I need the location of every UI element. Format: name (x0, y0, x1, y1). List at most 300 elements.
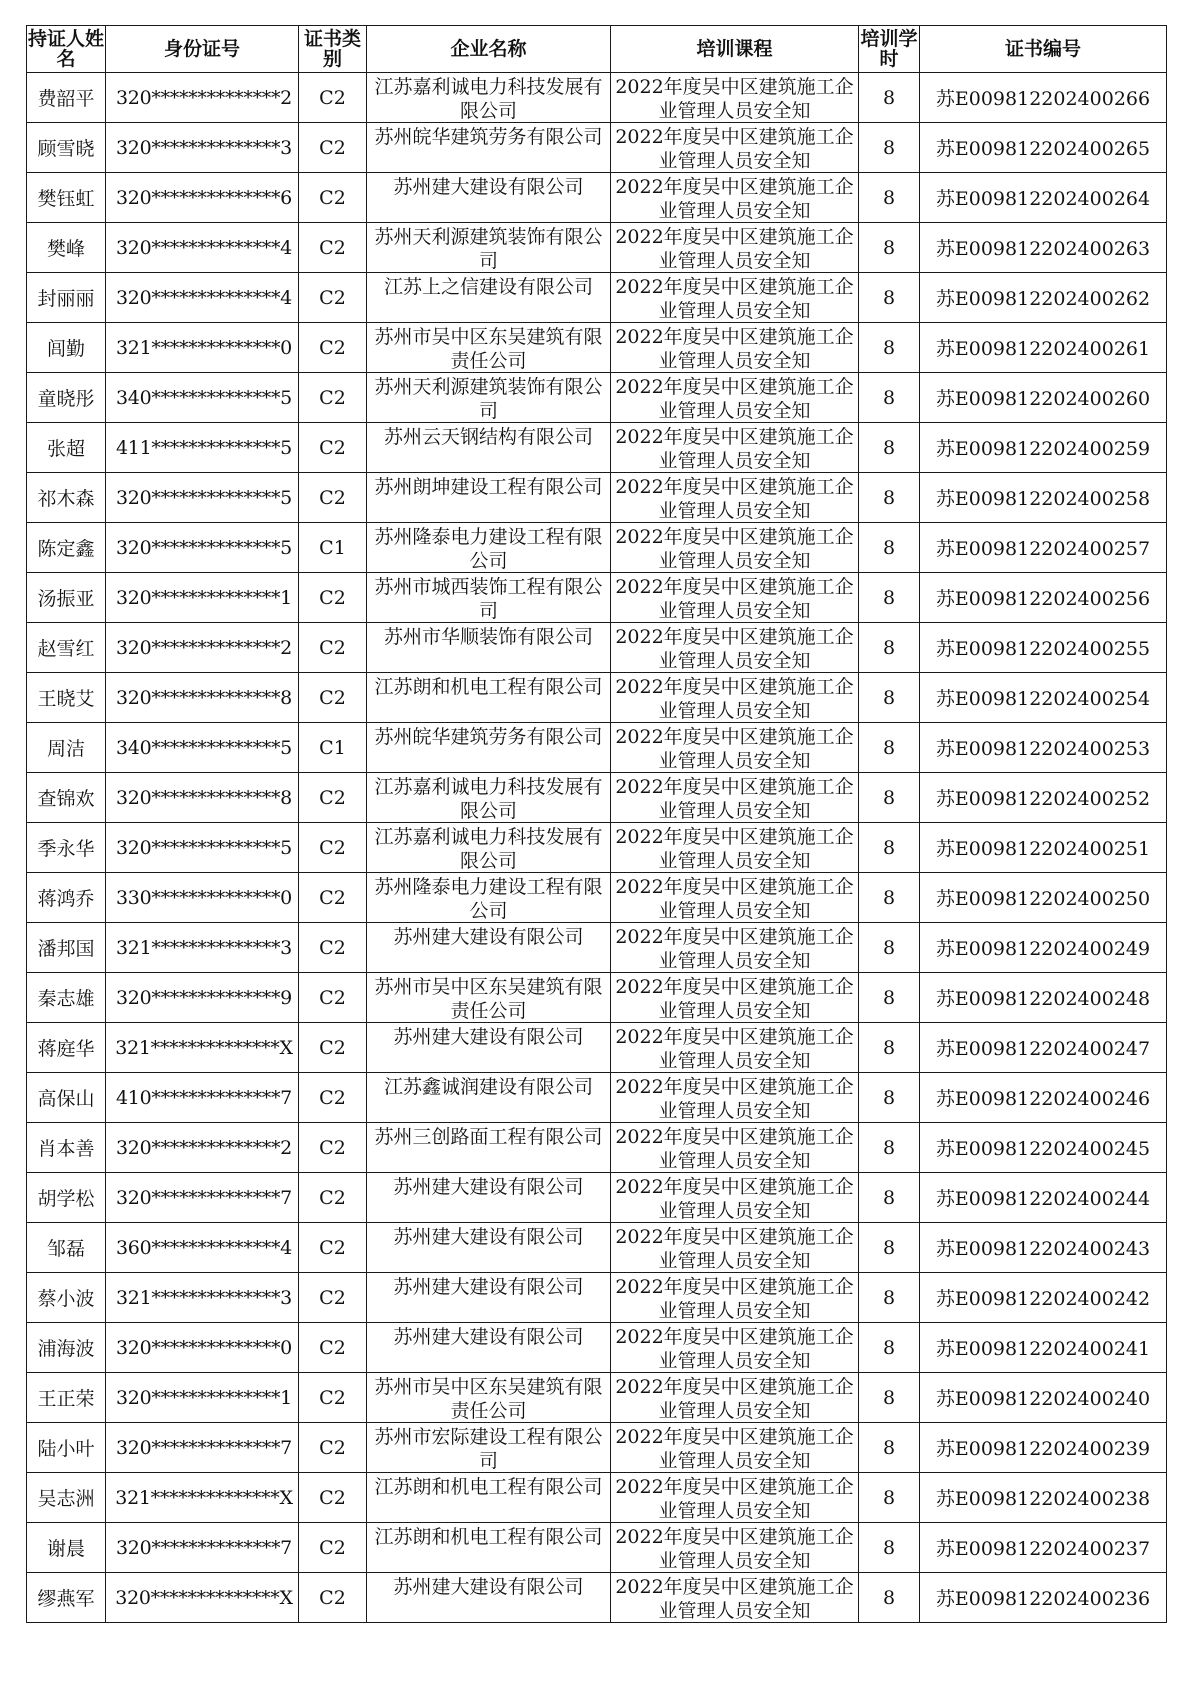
cell-hours: 8 (859, 473, 920, 523)
cell-type: C2 (299, 1323, 367, 1373)
cell-type: C2 (299, 1173, 367, 1223)
cell-id: 320**************5 (106, 523, 299, 573)
cell-type: C2 (299, 473, 367, 523)
cell-name: 蔡小波 (27, 1273, 106, 1323)
cell-company (367, 273, 611, 323)
cell-course-text: 2022年度吴中区建筑施工企业管理人员安全知 (615, 125, 854, 171)
cell-hours: 8 (859, 123, 920, 173)
header-name: 持证人姓名 (27, 26, 106, 73)
cell-hours: 8 (859, 373, 920, 423)
cell-id: 360**************4 (106, 1223, 299, 1273)
table-row (27, 723, 1167, 773)
table-row (27, 1023, 1167, 1073)
cell-course-text: 2022年度吴中区建筑施工企业管理人员安全知 (615, 425, 854, 471)
cell-company (367, 1373, 611, 1423)
cell-type: C2 (299, 1223, 367, 1273)
cell-company (367, 1123, 611, 1173)
cell-name: 樊钰虹 (27, 173, 106, 223)
table-row (27, 1223, 1167, 1273)
cell-cert: 苏E009812202400250 (920, 873, 1167, 923)
cell-course-text: 2022年度吴中区建筑施工企业管理人员安全知 (615, 925, 854, 971)
cell-id: 320**************1 (106, 573, 299, 623)
cell-company-text: 苏州市吴中区东吴建筑有限责任公司 (374, 1375, 603, 1421)
cell-company (367, 723, 611, 773)
table-row (27, 423, 1167, 473)
cell-id: 320**************X (106, 1573, 299, 1623)
cell-course (611, 623, 859, 673)
cell-id: 320**************3 (106, 123, 299, 173)
cell-course-text: 2022年度吴中区建筑施工企业管理人员安全知 (615, 75, 854, 121)
cell-name: 王晓艾 (27, 673, 106, 723)
cell-hours: 8 (859, 1173, 920, 1223)
cell-name: 秦志雄 (27, 973, 106, 1023)
cell-name: 邹磊 (27, 1223, 106, 1273)
cell-course (611, 373, 859, 423)
cell-id: 320**************4 (106, 273, 299, 323)
cell-course (611, 1173, 859, 1223)
cell-course (611, 1073, 859, 1123)
cell-name: 顾雪晓 (27, 123, 106, 173)
cell-company (367, 473, 611, 523)
cell-company-text: 江苏嘉利诚电力科技发展有限公司 (374, 75, 603, 121)
cell-type: C2 (299, 823, 367, 873)
cell-type: C2 (299, 123, 367, 173)
cell-id: 340**************5 (106, 723, 299, 773)
cell-hours: 8 (859, 1373, 920, 1423)
cell-course-text: 2022年度吴中区建筑施工企业管理人员安全知 (615, 175, 854, 221)
cell-company (367, 673, 611, 723)
cell-company-text: 苏州天利源建筑装饰有限公司 (374, 375, 603, 421)
table-row (27, 973, 1167, 1023)
cell-company-text: 江苏朗和机电工程有限公司 (374, 675, 603, 698)
cell-cert: 苏E009812202400239 (920, 1423, 1167, 1473)
cell-id: 320**************2 (106, 1123, 299, 1173)
cell-cert: 苏E009812202400259 (920, 423, 1167, 473)
cell-type: C2 (299, 673, 367, 723)
cell-name: 封丽丽 (27, 273, 106, 323)
cell-company (367, 323, 611, 373)
cell-course-text: 2022年度吴中区建筑施工企业管理人员安全知 (615, 775, 854, 821)
cell-hours: 8 (859, 1323, 920, 1373)
table-row (27, 773, 1167, 823)
cell-type: C2 (299, 1073, 367, 1123)
table-row (27, 273, 1167, 323)
cell-company (367, 573, 611, 623)
cell-name: 肖本善 (27, 1123, 106, 1173)
cell-company (367, 1223, 611, 1273)
table-row (27, 873, 1167, 923)
cell-company (367, 1523, 611, 1573)
cell-type: C2 (299, 1123, 367, 1173)
cell-course-text: 2022年度吴中区建筑施工企业管理人员安全知 (615, 475, 854, 521)
cell-type: C2 (299, 973, 367, 1023)
cell-id: 321**************3 (106, 923, 299, 973)
cell-hours: 8 (859, 823, 920, 873)
cell-company (367, 923, 611, 973)
cell-cert: 苏E009812202400261 (920, 323, 1167, 373)
cell-company-text: 苏州市吴中区东吴建筑有限责任公司 (374, 325, 603, 371)
cell-hours: 8 (859, 923, 920, 973)
cell-company (367, 223, 611, 273)
cell-name: 查锦欢 (27, 773, 106, 823)
cell-id: 320**************0 (106, 1323, 299, 1373)
cell-course-text: 2022年度吴中区建筑施工企业管理人员安全知 (615, 725, 854, 771)
cell-name: 陈定鑫 (27, 523, 106, 573)
cell-course (611, 573, 859, 623)
header-id: 身份证号 (106, 26, 299, 73)
cell-id: 321**************0 (106, 323, 299, 373)
cell-name: 蒋庭华 (27, 1023, 106, 1073)
table-row (27, 1373, 1167, 1423)
cell-cert: 苏E009812202400265 (920, 123, 1167, 173)
cell-company-text: 江苏嘉利诚电力科技发展有限公司 (374, 775, 603, 821)
table-header (27, 26, 1167, 73)
cell-cert: 苏E009812202400263 (920, 223, 1167, 273)
cell-course-text: 2022年度吴中区建筑施工企业管理人员安全知 (615, 975, 854, 1021)
cell-course-text: 2022年度吴中区建筑施工企业管理人员安全知 (615, 875, 854, 921)
cell-course (611, 523, 859, 573)
cell-company-text: 苏州建大建设有限公司 (393, 1025, 584, 1048)
cell-type: C2 (299, 923, 367, 973)
cell-company (367, 1073, 611, 1123)
cell-course-text: 2022年度吴中区建筑施工企业管理人员安全知 (615, 1325, 854, 1371)
cell-name: 吴志洲 (27, 1473, 106, 1523)
header-row (27, 26, 1167, 73)
cell-cert: 苏E009812202400255 (920, 623, 1167, 673)
cell-company (367, 1023, 611, 1073)
header-course: 培训课程 (611, 26, 859, 73)
cell-company (367, 773, 611, 823)
cell-id: 320**************7 (106, 1523, 299, 1573)
cell-hours: 8 (859, 623, 920, 673)
cell-course-text: 2022年度吴中区建筑施工企业管理人员安全知 (615, 225, 854, 271)
cell-hours: 8 (859, 673, 920, 723)
cell-hours: 8 (859, 1123, 920, 1173)
table-row (27, 1273, 1167, 1323)
cell-hours: 8 (859, 1523, 920, 1573)
table-row (27, 1073, 1167, 1123)
cell-company-text: 苏州建大建设有限公司 (393, 175, 584, 198)
cell-id: 320**************7 (106, 1423, 299, 1473)
table-row (27, 1173, 1167, 1223)
cell-hours: 8 (859, 1273, 920, 1323)
cell-name: 王正荣 (27, 1373, 106, 1423)
cell-cert: 苏E009812202400238 (920, 1473, 1167, 1523)
cell-course-text: 2022年度吴中区建筑施工企业管理人员安全知 (615, 625, 854, 671)
table-row (27, 1323, 1167, 1373)
cell-hours: 8 (859, 1423, 920, 1473)
cell-hours: 8 (859, 1073, 920, 1123)
cell-company-text: 苏州朗坤建设工程有限公司 (374, 475, 603, 498)
cell-hours: 8 (859, 873, 920, 923)
cell-name: 高保山 (27, 1073, 106, 1123)
cell-company-text: 苏州市吴中区东吴建筑有限责任公司 (374, 975, 603, 1021)
cell-hours: 8 (859, 223, 920, 273)
cell-course (611, 1323, 859, 1373)
cell-course (611, 273, 859, 323)
cell-course (611, 1523, 859, 1573)
cell-cert: 苏E009812202400249 (920, 923, 1167, 973)
cell-id: 320**************2 (106, 623, 299, 673)
cell-type: C2 (299, 623, 367, 673)
cell-course (611, 973, 859, 1023)
certificate-table (26, 25, 1167, 1623)
cell-type: C1 (299, 523, 367, 573)
cell-course (611, 1023, 859, 1073)
cell-course (611, 723, 859, 773)
cell-course (611, 123, 859, 173)
cell-company (367, 1173, 611, 1223)
cell-hours: 8 (859, 423, 920, 473)
cell-type: C2 (299, 1473, 367, 1523)
table-row (27, 1423, 1167, 1473)
cell-hours: 8 (859, 573, 920, 623)
cell-course (611, 673, 859, 723)
cell-id: 340**************5 (106, 373, 299, 423)
table-row (27, 673, 1167, 723)
table-row (27, 223, 1167, 273)
cell-company-text: 江苏朗和机电工程有限公司 (374, 1525, 603, 1548)
cell-name: 季永华 (27, 823, 106, 873)
cell-course (611, 1373, 859, 1423)
cell-hours: 8 (859, 73, 920, 123)
cell-course (611, 1423, 859, 1473)
cell-cert: 苏E009812202400237 (920, 1523, 1167, 1573)
cell-course-text: 2022年度吴中区建筑施工企业管理人员安全知 (615, 1525, 854, 1571)
cell-type: C2 (299, 1273, 367, 1323)
cell-id: 321**************3 (106, 1273, 299, 1323)
cell-course-text: 2022年度吴中区建筑施工企业管理人员安全知 (615, 575, 854, 621)
cell-course (611, 873, 859, 923)
cell-company (367, 1323, 611, 1373)
cell-company-text: 苏州三创路面工程有限公司 (374, 1125, 603, 1148)
cell-hours: 8 (859, 323, 920, 373)
cell-cert: 苏E009812202400251 (920, 823, 1167, 873)
cell-company-text: 苏州建大建设有限公司 (393, 1225, 584, 1248)
cell-name: 张超 (27, 423, 106, 473)
cell-cert: 苏E009812202400256 (920, 573, 1167, 623)
cell-company (367, 1473, 611, 1523)
cell-company-text: 苏州建大建设有限公司 (393, 925, 584, 948)
cell-company (367, 173, 611, 223)
cell-company-text: 苏州市华顺装饰有限公司 (383, 625, 593, 648)
cell-cert: 苏E009812202400248 (920, 973, 1167, 1023)
table-row (27, 573, 1167, 623)
cell-name: 闾勤 (27, 323, 106, 373)
table-row (27, 623, 1167, 673)
cell-company (367, 1273, 611, 1323)
cell-name: 谢晨 (27, 1523, 106, 1573)
cell-course (611, 1123, 859, 1173)
cell-company (367, 73, 611, 123)
cell-course (611, 473, 859, 523)
cell-hours: 8 (859, 973, 920, 1023)
cell-cert: 苏E009812202400258 (920, 473, 1167, 523)
cell-hours: 8 (859, 173, 920, 223)
cell-company-text: 苏州皖华建筑劳务有限公司 (374, 125, 603, 148)
cell-name: 樊峰 (27, 223, 106, 273)
cell-id: 321**************X (106, 1023, 299, 1073)
cell-hours: 8 (859, 1023, 920, 1073)
cell-company-text: 苏州建大建设有限公司 (393, 1325, 584, 1348)
cell-id: 320**************8 (106, 773, 299, 823)
cell-course (611, 1573, 859, 1623)
cell-type: C2 (299, 1573, 367, 1623)
table-row (27, 373, 1167, 423)
cell-id: 320**************9 (106, 973, 299, 1023)
table-body (27, 73, 1167, 1623)
cell-company (367, 823, 611, 873)
header-hours: 培训学时 (859, 26, 920, 73)
cell-course-text: 2022年度吴中区建筑施工企业管理人员安全知 (615, 1575, 854, 1621)
table-row (27, 473, 1167, 523)
cell-course-text: 2022年度吴中区建筑施工企业管理人员安全知 (615, 275, 854, 321)
cell-cert: 苏E009812202400262 (920, 273, 1167, 323)
table-row (27, 173, 1167, 223)
cell-cert: 苏E009812202400254 (920, 673, 1167, 723)
table-row (27, 323, 1167, 373)
cell-company (367, 373, 611, 423)
cell-company (367, 123, 611, 173)
cell-cert: 苏E009812202400242 (920, 1273, 1167, 1323)
table-row (27, 123, 1167, 173)
cell-name: 胡学松 (27, 1173, 106, 1223)
cell-cert: 苏E009812202400247 (920, 1023, 1167, 1073)
cell-course-text: 2022年度吴中区建筑施工企业管理人员安全知 (615, 1175, 854, 1221)
cell-id: 410**************7 (106, 1073, 299, 1123)
cell-id: 320**************5 (106, 823, 299, 873)
cell-company (367, 523, 611, 573)
header-type: 证书类别 (299, 26, 367, 73)
cell-course (611, 1273, 859, 1323)
cell-hours: 8 (859, 723, 920, 773)
cell-name: 童晓彤 (27, 373, 106, 423)
cell-course-text: 2022年度吴中区建筑施工企业管理人员安全知 (615, 375, 854, 421)
cell-cert: 苏E009812202400257 (920, 523, 1167, 573)
cell-id: 411**************5 (106, 423, 299, 473)
cell-hours: 8 (859, 773, 920, 823)
cell-id: 320**************5 (106, 473, 299, 523)
cell-hours: 8 (859, 273, 920, 323)
cell-id: 320**************1 (106, 1373, 299, 1423)
cell-company (367, 623, 611, 673)
header-company: 企业名称 (367, 26, 611, 73)
cell-type: C2 (299, 173, 367, 223)
cell-name: 潘邦国 (27, 923, 106, 973)
cell-name: 缪燕军 (27, 1573, 106, 1623)
cell-course (611, 773, 859, 823)
cell-course (611, 323, 859, 373)
cell-cert: 苏E009812202400260 (920, 373, 1167, 423)
cell-company-text: 江苏上之信建设有限公司 (383, 275, 593, 298)
cell-course-text: 2022年度吴中区建筑施工企业管理人员安全知 (615, 1275, 854, 1321)
cell-course-text: 2022年度吴中区建筑施工企业管理人员安全知 (615, 325, 854, 371)
cell-id: 330**************0 (106, 873, 299, 923)
cell-cert: 苏E009812202400243 (920, 1223, 1167, 1273)
table-row (27, 1473, 1167, 1523)
cell-course-text: 2022年度吴中区建筑施工企业管理人员安全知 (615, 1475, 854, 1521)
cell-course-text: 2022年度吴中区建筑施工企业管理人员安全知 (615, 1125, 854, 1171)
table-row (27, 923, 1167, 973)
cell-id: 320**************6 (106, 173, 299, 223)
cell-name: 蒋鸿乔 (27, 873, 106, 923)
cell-type: C2 (299, 223, 367, 273)
cell-id: 320**************7 (106, 1173, 299, 1223)
cell-company-text: 江苏朗和机电工程有限公司 (374, 1475, 603, 1498)
cell-type: C2 (299, 873, 367, 923)
cell-hours: 8 (859, 523, 920, 573)
cell-company (367, 973, 611, 1023)
cell-hours: 8 (859, 1473, 920, 1523)
cell-course (611, 1223, 859, 1273)
cell-name: 赵雪红 (27, 623, 106, 673)
table-row (27, 1523, 1167, 1573)
cell-type: C2 (299, 573, 367, 623)
cell-type: C1 (299, 723, 367, 773)
cell-name: 周洁 (27, 723, 106, 773)
table-row (27, 823, 1167, 873)
table-row (27, 523, 1167, 573)
cell-course-text: 2022年度吴中区建筑施工企业管理人员安全知 (615, 1025, 854, 1071)
cell-type: C2 (299, 373, 367, 423)
cell-hours: 8 (859, 1223, 920, 1273)
cell-name: 浦海波 (27, 1323, 106, 1373)
table-row (27, 1123, 1167, 1173)
cell-course-text: 2022年度吴中区建筑施工企业管理人员安全知 (615, 675, 854, 721)
cell-type: C2 (299, 1423, 367, 1473)
cell-name: 陆小叶 (27, 1423, 106, 1473)
cell-company (367, 873, 611, 923)
cell-cert: 苏E009812202400241 (920, 1323, 1167, 1373)
cell-company-text: 苏州隆泰电力建设工程有限公司 (374, 875, 603, 921)
cell-name: 祁木森 (27, 473, 106, 523)
cell-cert: 苏E009812202400245 (920, 1123, 1167, 1173)
cell-course-text: 2022年度吴中区建筑施工企业管理人员安全知 (615, 1225, 854, 1271)
header-cert: 证书编号 (920, 26, 1167, 73)
cell-course (611, 1473, 859, 1523)
cell-name: 汤振亚 (27, 573, 106, 623)
cell-company (367, 1423, 611, 1473)
cell-cert: 苏E009812202400236 (920, 1573, 1167, 1623)
cell-company-text: 江苏嘉利诚电力科技发展有限公司 (374, 825, 603, 871)
cell-type: C2 (299, 423, 367, 473)
cell-course (611, 923, 859, 973)
cell-course-text: 2022年度吴中区建筑施工企业管理人员安全知 (615, 1075, 854, 1121)
cell-course (611, 173, 859, 223)
cell-course (611, 823, 859, 873)
cell-company-text: 苏州隆泰电力建设工程有限公司 (374, 525, 603, 571)
cell-type: C2 (299, 1373, 367, 1423)
cell-id: 321**************X (106, 1473, 299, 1523)
cell-cert: 苏E009812202400240 (920, 1373, 1167, 1423)
cell-cert: 苏E009812202400252 (920, 773, 1167, 823)
cell-company (367, 1573, 611, 1623)
cell-cert: 苏E009812202400266 (920, 73, 1167, 123)
cell-company-text: 苏州皖华建筑劳务有限公司 (374, 725, 603, 748)
cell-company-text: 苏州市城西装饰工程有限公司 (374, 575, 603, 621)
cell-cert: 苏E009812202400253 (920, 723, 1167, 773)
cell-company-text: 苏州市宏际建设工程有限公司 (374, 1425, 603, 1471)
cell-company-text: 苏州建大建设有限公司 (393, 1575, 584, 1598)
cell-id: 320**************2 (106, 73, 299, 123)
cell-cert: 苏E009812202400244 (920, 1173, 1167, 1223)
cell-type: C2 (299, 1523, 367, 1573)
cell-name: 费韶平 (27, 73, 106, 123)
cell-course (611, 73, 859, 123)
cell-company-text: 江苏鑫诚润建设有限公司 (383, 1075, 593, 1098)
cell-id: 320**************8 (106, 673, 299, 723)
cell-cert: 苏E009812202400246 (920, 1073, 1167, 1123)
